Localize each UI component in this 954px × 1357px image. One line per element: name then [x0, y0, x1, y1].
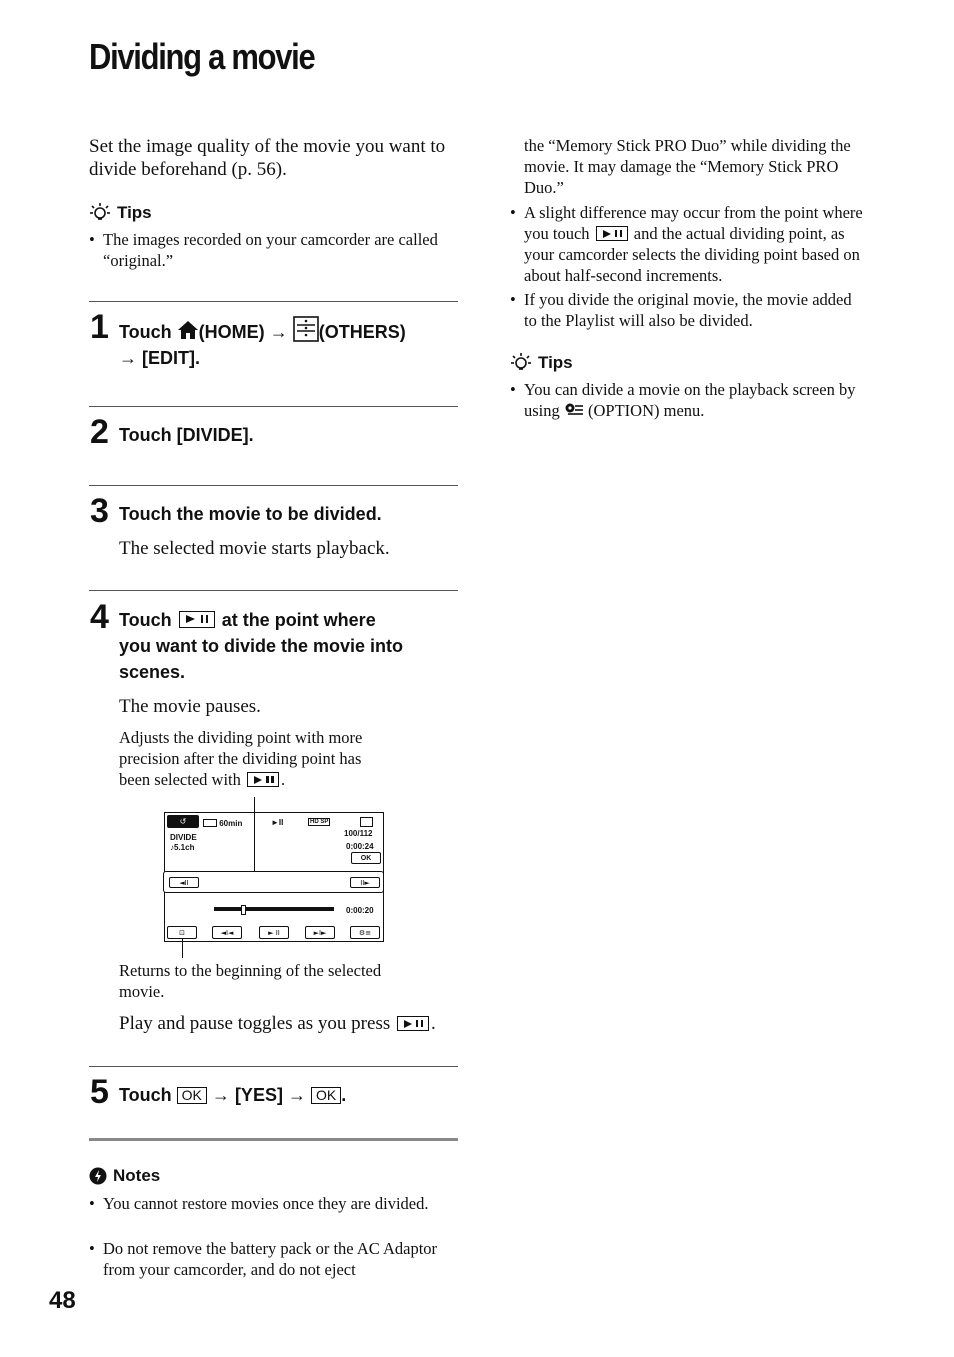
step-1-text: Touch (HOME) → (OTHERS) → [EDIT]. [119, 316, 459, 371]
intro-text: Set the image quality of the movie you want to divide beforehand (p. 56). [89, 136, 446, 180]
tips-label: Tips [117, 203, 152, 222]
scene-counter: 100/112 [344, 829, 373, 838]
quality-indicator: HD SP [310, 819, 329, 825]
step-3-text: Touch the movie to be divided. [119, 504, 382, 524]
divider [89, 590, 458, 591]
notes-label: Notes [113, 1166, 161, 1185]
memory-card-icon [360, 817, 373, 827]
play-pause-icon [179, 611, 215, 628]
step-3-result: The selected movie starts playback. [119, 538, 390, 559]
tips-item: • You can divide a movie on the playback screen by using (OPTION) menu. [510, 380, 856, 420]
callout-return-text: Returns to the beginning of the selected movie. [119, 961, 382, 1001]
tips-heading [89, 202, 152, 224]
lightbulb-icon [89, 202, 111, 224]
others-icon [293, 316, 319, 342]
next-button[interactable]: ►I► [305, 926, 335, 939]
step-back-button[interactable]: ◄II [169, 877, 199, 888]
time-top: 0:00:24 [346, 842, 374, 851]
step-5-text: Touch OK → [YES] → OK . [119, 1085, 347, 1105]
play-pause-icon [247, 772, 279, 787]
notes-item: • Do not remove the battery pack or the AC Adaptor from your camcorder, and do not eject [89, 1239, 438, 1279]
option-button[interactable]: ⚙≡ [350, 926, 380, 939]
step-number: 5 [90, 1073, 109, 1111]
step-4-result: The movie pauses. [119, 696, 261, 717]
screen-divider [254, 813, 255, 871]
step-forward-button[interactable]: II► [350, 877, 380, 888]
step-number: 3 [90, 492, 109, 530]
ok-icon: OK [311, 1087, 341, 1104]
page-title: Dividing a movie [89, 36, 315, 77]
camcorder-screen [164, 812, 384, 942]
previous-button[interactable]: ◄I◄ [212, 926, 242, 939]
notes-continuation: the “Memory Stick PRO Duo” while dividing the movie. It may damage the “Memory Stick PRO Duo.” [524, 136, 851, 197]
return-to-start-button[interactable]: ⊡ [167, 926, 197, 939]
ok-icon: OK [177, 1087, 207, 1104]
divider [89, 301, 458, 302]
progress-bar[interactable] [214, 907, 334, 911]
notes-item: • If you divide the original movie, the movie added to the Playlist will also be divided. [510, 290, 852, 330]
play-pause-button[interactable]: ► II [259, 926, 289, 939]
time-bottom: 0:00:20 [346, 906, 374, 915]
notes-item: • A slight difference may occur from the point where you touch and the actual dividing point, as your camcorder selects the dividing point based on about half-second increments. [510, 203, 863, 285]
divider [89, 485, 458, 486]
play-pause-icon [596, 226, 628, 241]
lightbulb-icon [510, 352, 532, 374]
audio-label: ♪5.1ch [170, 843, 195, 852]
option-icon [564, 402, 584, 418]
callout-adjust-text: Adjusts the dividing point with more precision after the dividing point has been selected with . [119, 728, 363, 789]
step-4-text: Touch at the point where you want to divide the movie into scenes. [119, 610, 404, 682]
step-number: 1 [90, 308, 109, 346]
play-pause-note: Play and pause toggles as you press . [119, 1013, 436, 1034]
divider [89, 1066, 458, 1067]
mode-label: DIVIDE [170, 833, 197, 842]
notes-item: • You cannot restore movies once they are divided. [89, 1194, 429, 1213]
play-pause-icon [397, 1016, 429, 1031]
progress-marker[interactable] [241, 905, 246, 915]
page-number: 48 [49, 1287, 76, 1314]
step-number: 4 [90, 598, 109, 636]
step-2-text: Touch [DIVIDE]. [119, 425, 254, 445]
home-icon [177, 320, 199, 340]
step-number: 2 [90, 413, 109, 451]
ok-button[interactable]: OK [351, 852, 381, 864]
play-pause-indicator: ►II [271, 818, 284, 827]
tips-heading [510, 352, 573, 374]
back-button[interactable]: ↺ [167, 815, 199, 828]
tips-item: • The images recorded on your camcorder are called “original.” [89, 230, 438, 270]
notes-heading [89, 1166, 160, 1186]
divider [89, 406, 458, 407]
battery-indicator: 60min [203, 819, 242, 828]
divider [89, 1138, 458, 1141]
notes-icon [89, 1167, 107, 1185]
tips-label: Tips [538, 353, 573, 372]
